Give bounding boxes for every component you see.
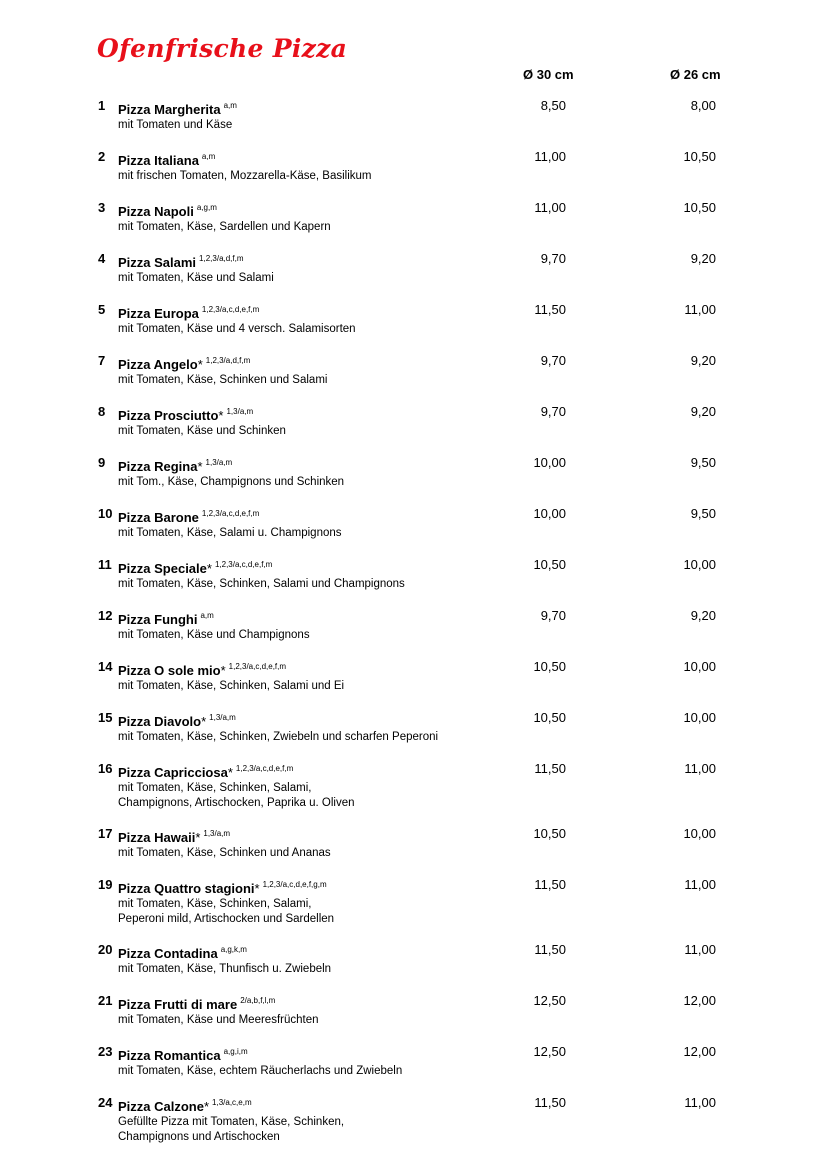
item-description: mit Tomaten und Käse (118, 119, 233, 131)
item-name-line (98, 557, 738, 577)
pork-marker: * (201, 714, 207, 729)
price-26cm: 11,00 (684, 761, 716, 776)
item-name: Pizza Barone (118, 510, 199, 525)
item-description: mit Tomaten, Käse, Schinken, Salami, (118, 782, 312, 794)
item-name: Pizza Frutti di mare (118, 997, 238, 1012)
menu-item (98, 826, 738, 861)
item-name-line (98, 353, 738, 373)
item-number: 24 (98, 1095, 113, 1110)
item-number: 10 (98, 506, 113, 521)
price-30cm: 9,70 (540, 251, 566, 266)
allergen-codes: a,g,i,m (223, 1047, 248, 1056)
item-description: Gefüllte Pizza mit Tomaten, Käse, Schinken, (118, 1116, 345, 1128)
allergen-codes: a,m (223, 101, 237, 110)
price-26cm: 9,50 (690, 455, 716, 470)
item-description: mit Tomaten, Käse, Schinken, Salami, (118, 898, 312, 910)
item-name: Pizza Speciale (118, 561, 207, 576)
item-name-line (98, 251, 738, 271)
price-26cm: 11,00 (684, 877, 716, 892)
menu-item (98, 302, 738, 337)
item-description: mit Tomaten, Käse, Schinken, Salami und Ei (118, 680, 345, 692)
item-name: Pizza Napoli (118, 204, 194, 219)
item-name-line (98, 659, 738, 679)
column-header-30cm: Ø 30 cm (523, 67, 574, 82)
price-30cm: 9,70 (540, 608, 566, 623)
price-26cm: 8,00 (690, 98, 716, 113)
item-number: 21 (98, 993, 113, 1008)
item-name-line (98, 455, 738, 475)
allergen-codes: 1,2,3/a,c,d,e,f,m (214, 560, 273, 569)
menu-item (98, 557, 738, 592)
item-name: Pizza Quattro stagioni (118, 881, 255, 896)
item-name-line (98, 942, 738, 962)
item-number: 9 (98, 455, 106, 470)
menu-item (98, 942, 738, 977)
menu-item (98, 98, 738, 133)
item-number: 12 (98, 608, 113, 623)
price-26cm: 9,20 (690, 608, 716, 623)
item-description: mit Tomaten, Käse, Schinken und Salami (118, 374, 328, 386)
menu-item (98, 404, 738, 439)
price-26cm: 10,00 (683, 826, 716, 841)
menu-item (98, 659, 738, 694)
price-26cm: 9,20 (690, 404, 716, 419)
item-name-line (98, 710, 738, 730)
menu-item (98, 251, 738, 286)
item-description: mit Tom., Käse, Champignons und Schinken (118, 476, 345, 488)
menu-item (98, 506, 738, 541)
allergen-codes: 1,2,3/a,c,d,e,f,m (235, 764, 294, 773)
item-name-line (98, 877, 738, 897)
price-26cm: 10,50 (683, 200, 716, 215)
price-26cm: 10,00 (683, 710, 716, 725)
menu-item (98, 710, 738, 745)
price-30cm: 10,00 (533, 455, 566, 470)
item-name: Pizza Italiana (118, 153, 199, 168)
item-number: 4 (98, 251, 106, 266)
price-30cm: 10,50 (533, 710, 566, 725)
price-30cm: 10,50 (533, 557, 566, 572)
allergen-codes: a,m (201, 152, 216, 161)
item-name-line (98, 404, 738, 424)
price-26cm: 9,20 (690, 251, 716, 266)
item-number: 1 (98, 98, 106, 113)
price-26cm: 11,00 (684, 302, 716, 317)
item-name-line (98, 826, 738, 846)
item-number: 7 (98, 353, 106, 368)
item-name: Pizza Hawaii (118, 830, 196, 845)
item-description: mit Tomaten, Käse und Schinken (118, 425, 286, 437)
price-30cm: 11,50 (534, 1095, 566, 1110)
item-description: mit Tomaten, Käse, Schinken und Ananas (118, 847, 331, 859)
menu-title: Ofenfrische Pizza (97, 34, 348, 63)
item-number: 15 (98, 710, 113, 725)
pork-marker: * (227, 765, 233, 780)
price-30cm: 9,70 (540, 353, 566, 368)
menu-item (98, 761, 738, 811)
item-number: 8 (98, 404, 106, 419)
allergen-codes: 1,3/a,m (209, 713, 236, 722)
allergen-codes: 1,2,3/a,c,d,e,f,g,m (262, 880, 327, 889)
item-number: 2 (98, 149, 106, 164)
item-name-line (98, 1044, 738, 1064)
allergen-codes: a,g,m (196, 203, 217, 212)
allergen-codes: 1,2,3/a,d,f,m (199, 254, 244, 263)
allergen-codes: 1,3/a,m (226, 407, 254, 416)
item-description: mit Tomaten, Käse, Schinken, Zwiebeln und scharfen Peperoni (118, 731, 439, 743)
pork-marker: * (254, 881, 260, 896)
item-number: 20 (98, 942, 113, 957)
price-30cm: 8,50 (540, 98, 566, 113)
menu-item (98, 608, 738, 643)
menu-item (98, 200, 738, 235)
item-name: Pizza Romantica (118, 1048, 221, 1063)
menu-item (98, 1095, 738, 1145)
item-description: mit Tomaten, Käse und Salami (118, 272, 274, 284)
price-26cm: 11,00 (684, 1095, 716, 1110)
item-name-line (98, 761, 738, 781)
item-number: 14 (98, 659, 113, 674)
price-30cm: 10,00 (533, 506, 566, 521)
item-name-line (98, 506, 738, 526)
item-number: 19 (98, 877, 113, 892)
item-number: 11 (98, 557, 112, 572)
item-description: mit Tomaten, Käse, Schinken, Salami und Champignons (118, 578, 405, 590)
allergen-codes: 1,2,3/a,d,f,m (205, 356, 251, 365)
item-name-line (98, 149, 738, 169)
item-description: Champignons, Artischocken, Paprika u. Oliven (118, 797, 355, 809)
allergen-codes: 1,3/a,m (203, 829, 231, 838)
price-26cm: 10,00 (683, 659, 716, 674)
price-30cm: 10,50 (533, 826, 566, 841)
item-name: Pizza Contadina (118, 946, 218, 961)
allergen-codes: 1,2,3/a,c,d,e,f,m (228, 662, 287, 671)
item-name-line (98, 302, 738, 322)
item-description: mit Tomaten, Käse, Sardellen und Kapern (118, 221, 331, 233)
item-name: Pizza Margherita (118, 102, 221, 117)
pork-marker: * (203, 1099, 210, 1114)
price-30cm: 12,50 (533, 993, 566, 1008)
price-30cm: 9,70 (540, 404, 566, 419)
price-26cm: 10,50 (683, 149, 716, 164)
allergen-codes: 1,3/a,m (205, 458, 233, 467)
allergen-codes: a,g,k,m (220, 945, 247, 954)
price-30cm: 11,50 (534, 942, 566, 957)
price-30cm: 11,50 (534, 302, 566, 317)
price-26cm: 11,00 (684, 942, 716, 957)
item-description: mit Tomaten, Käse und 4 versch. Salamisorten (118, 323, 356, 335)
price-26cm: 12,00 (683, 1044, 716, 1059)
allergen-codes: a,m (200, 611, 214, 620)
item-name-line (98, 200, 738, 220)
pork-marker: * (197, 357, 203, 372)
item-description: mit Tomaten, Käse, Thunfisch u. Zwiebeln (118, 963, 332, 975)
allergen-codes: 1,2,3/a,c,d,e,f,m (201, 305, 260, 314)
item-name: Pizza Regina (118, 459, 198, 474)
item-name: Pizza Salami (118, 255, 197, 270)
price-26cm: 10,00 (683, 557, 716, 572)
item-name: Pizza Capricciosa (118, 765, 228, 780)
item-name: Pizza O sole mio (118, 663, 221, 678)
item-number: 3 (98, 200, 106, 215)
item-description: mit Tomaten, Käse, Salami u. Champignons (118, 527, 342, 539)
allergen-codes: 2/a,b,f,l,m (240, 996, 276, 1005)
allergen-codes: 1,2,3/a,c,d,e,f,m (201, 509, 260, 518)
pork-marker: * (218, 408, 224, 423)
menu-item (98, 455, 738, 490)
price-26cm: 9,20 (690, 353, 716, 368)
menu-item (98, 149, 738, 184)
pork-marker: * (220, 663, 226, 678)
item-number: 16 (98, 761, 113, 776)
item-number: 23 (98, 1044, 113, 1059)
price-30cm: 11,00 (534, 149, 566, 164)
price-30cm: 10,50 (533, 659, 566, 674)
menu-item (98, 993, 738, 1028)
item-number: 5 (98, 302, 106, 317)
item-name: Pizza Funghi (118, 612, 198, 627)
price-26cm: 9,50 (690, 506, 716, 521)
item-name: Pizza Prosciutto (118, 408, 219, 423)
item-name-line (98, 1095, 738, 1115)
price-30cm: 11,50 (534, 877, 566, 892)
pork-marker: * (206, 561, 212, 576)
item-name: Pizza Europa (118, 306, 199, 321)
item-description: mit Tomaten, Käse, echtem Räucherlachs und Zwiebeln (118, 1065, 403, 1077)
item-name-line (98, 98, 738, 118)
menu-item (98, 877, 738, 927)
item-name-line (98, 608, 738, 628)
item-name-line (98, 993, 738, 1013)
item-description: mit Tomaten, Käse und Champignons (118, 629, 310, 641)
item-name: Pizza Calzone (118, 1099, 204, 1114)
menu-item (98, 353, 738, 388)
item-number: 17 (98, 826, 113, 841)
item-description: Champignons und Artischocken (118, 1131, 280, 1143)
allergen-codes: 1,3/a,c,e,m (212, 1098, 252, 1107)
item-description: mit frischen Tomaten, Mozzarella-Käse, Basilikum (118, 170, 372, 182)
menu-item (98, 1044, 738, 1079)
price-26cm: 12,00 (683, 993, 716, 1008)
pork-marker: * (197, 459, 203, 474)
pizza-menu-list (98, 98, 738, 1160)
item-description: mit Tomaten, Käse und Meeresfrüchten (118, 1014, 319, 1026)
price-30cm: 11,50 (534, 761, 566, 776)
pork-marker: * (195, 830, 201, 845)
column-header-26cm: Ø 26 cm (670, 67, 721, 82)
price-30cm: 12,50 (533, 1044, 566, 1059)
item-name: Pizza Angelo (118, 357, 198, 372)
item-name: Pizza Diavolo (118, 714, 202, 729)
price-30cm: 11,00 (534, 200, 566, 215)
item-description: Peperoni mild, Artischocken und Sardellen (118, 913, 335, 925)
